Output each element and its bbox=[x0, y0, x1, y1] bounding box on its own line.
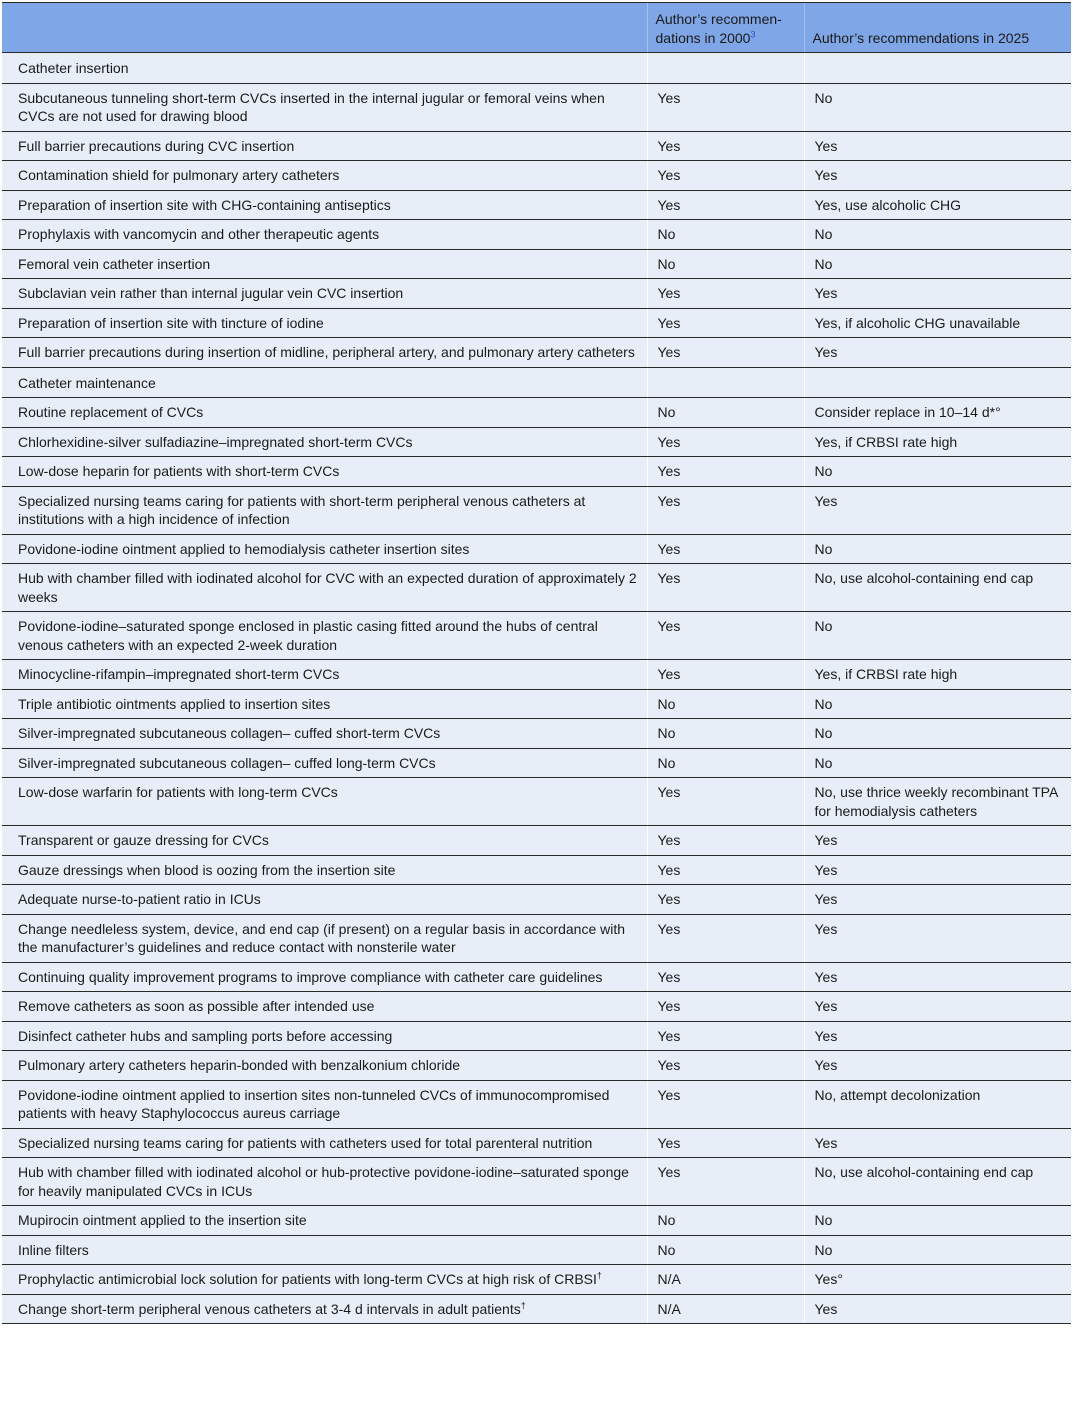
recommendation-2000: Yes bbox=[647, 486, 804, 534]
recommendation-2000: Yes bbox=[647, 83, 804, 131]
table-row bbox=[2, 719, 1071, 749]
recommendation-text: Continuing quality improvement programs to improve compliance with catheter care guidelines bbox=[18, 968, 603, 985]
recommendation-2000: Yes bbox=[647, 885, 804, 915]
recommendation-text: Triple antibiotic ointments applied to insertion sites bbox=[18, 695, 331, 712]
recommendation-cell bbox=[2, 534, 647, 564]
section-empty-cell bbox=[804, 367, 1071, 398]
table-row bbox=[2, 885, 1071, 915]
recommendation-2000: Yes bbox=[647, 612, 804, 660]
recommendation-text: Preparation of insertion site with tincture of iodine bbox=[18, 314, 324, 331]
recommendation-text: Low-dose warfarin for patients with long-term CVCs bbox=[18, 784, 338, 800]
recommendation-2000: No bbox=[647, 748, 804, 778]
recommendation-2025: Yes bbox=[804, 1294, 1071, 1324]
section-empty-cell bbox=[647, 53, 804, 84]
recommendation-cell bbox=[2, 1128, 647, 1158]
recommendation-text: Specialized nursing teams caring for patients with catheters used for total parenteral nutrition bbox=[18, 1134, 593, 1151]
table-row bbox=[2, 1294, 1071, 1324]
recommendation-cell bbox=[2, 398, 647, 428]
recommendation-text: Change needleless system, device, and end cap (if present) on a regular basis in accordance with the manufacturer’s guidelines and reduce contact with nonsterile water bbox=[18, 920, 626, 955]
table-row bbox=[2, 534, 1071, 564]
recommendation-cell bbox=[2, 719, 647, 749]
recommendation-2000: No bbox=[647, 689, 804, 719]
reference-link[interactable]: 3 bbox=[750, 28, 756, 39]
recommendations-table bbox=[2, 2, 1071, 1324]
recommendation-cell bbox=[2, 564, 647, 612]
header-2000-line1: Author’s recommen- bbox=[655, 11, 782, 27]
recommendation-2025: Yes bbox=[804, 131, 1071, 161]
recommendation-2025: No bbox=[804, 457, 1071, 487]
recommendation-2025: Yes bbox=[804, 279, 1071, 309]
recommendation-cell bbox=[2, 1265, 647, 1295]
recommendation-2000: Yes bbox=[647, 534, 804, 564]
table-row bbox=[2, 83, 1071, 131]
recommendation-2025: Yes° bbox=[804, 1265, 1071, 1295]
recommendation-2025: Yes bbox=[804, 992, 1071, 1022]
table-row bbox=[2, 914, 1071, 962]
section-empty-cell bbox=[804, 53, 1071, 84]
table-row bbox=[2, 962, 1071, 992]
recommendation-2000: Yes bbox=[647, 161, 804, 191]
recommendation-2025: Yes bbox=[804, 1128, 1071, 1158]
header-2025: Author’s recommendations in 2025 bbox=[804, 3, 1071, 53]
recommendation-cell bbox=[2, 962, 647, 992]
header-2000-line2: dations in 2000 bbox=[655, 29, 751, 46]
recommendation-text: Adequate nurse-to-patient ratio in ICUs bbox=[18, 891, 261, 907]
recommendation-2025: No bbox=[804, 249, 1071, 279]
recommendation-2025: No, use alcohol-containing end cap bbox=[804, 564, 1071, 612]
recommendation-2025: No bbox=[804, 612, 1071, 660]
recommendation-text: Hub with chamber filled with iodinated alcohol or hub-protective povidone-iodine–saturated sponge for heavily manipulated CVCs in ICUs bbox=[18, 1164, 629, 1199]
recommendation-2025: Yes bbox=[804, 1021, 1071, 1051]
table-row bbox=[2, 1128, 1071, 1158]
table-row bbox=[2, 249, 1071, 279]
table-row bbox=[2, 748, 1071, 778]
recommendation-2000: Yes bbox=[647, 1128, 804, 1158]
section-title: Catheter maintenance bbox=[2, 367, 647, 398]
recommendation-cell bbox=[2, 190, 647, 220]
recommendation-2000: Yes bbox=[647, 131, 804, 161]
recommendation-cell bbox=[2, 855, 647, 885]
table-row bbox=[2, 1235, 1071, 1265]
table-row bbox=[2, 279, 1071, 309]
recommendation-text: Hub with chamber filled with iodinated alcohol for CVC with an expected duration of approximately 2 weeks bbox=[18, 570, 637, 605]
recommendation-2000: Yes bbox=[647, 338, 804, 368]
recommendation-cell bbox=[2, 279, 647, 309]
recommendation-2025: No bbox=[804, 83, 1071, 131]
recommendation-cell bbox=[2, 220, 647, 250]
table-row bbox=[2, 660, 1071, 690]
recommendation-cell bbox=[2, 660, 647, 690]
recommendation-cell bbox=[2, 612, 647, 660]
recommendation-2025: No bbox=[804, 748, 1071, 778]
table-row bbox=[2, 220, 1071, 250]
table-row bbox=[2, 1265, 1071, 1295]
recommendation-2000: No bbox=[647, 220, 804, 250]
recommendation-2000: Yes bbox=[647, 190, 804, 220]
recommendation-2025: Yes bbox=[804, 1051, 1071, 1081]
recommendation-2000: Yes bbox=[647, 308, 804, 338]
recommendation-2025: Yes bbox=[804, 855, 1071, 885]
recommendation-text: Specialized nursing teams caring for patients with short-term peripheral venous catheters at institutions with a high incidence of infection bbox=[18, 492, 586, 527]
header-2000 bbox=[647, 3, 804, 53]
recommendation-text: Prophylactic antimicrobial lock solution for patients with long-term CVCs at high risk of CRBSI bbox=[18, 1271, 597, 1287]
recommendation-cell bbox=[2, 778, 647, 826]
recommendation-2000: Yes bbox=[647, 1021, 804, 1051]
recommendation-cell bbox=[2, 885, 647, 915]
recommendation-2025: Yes, if alcoholic CHG unavailable bbox=[804, 308, 1071, 338]
footnote-marker: † bbox=[520, 1299, 526, 1310]
recommendation-cell bbox=[2, 457, 647, 487]
recommendation-cell bbox=[2, 486, 647, 534]
recommendation-text: Chlorhexidine-silver sulfadiazine–impregnated short-term CVCs bbox=[18, 433, 413, 450]
recommendation-cell bbox=[2, 83, 647, 131]
table-row bbox=[2, 1158, 1071, 1206]
section-row bbox=[2, 367, 1071, 398]
recommendation-cell bbox=[2, 131, 647, 161]
recommendation-cell bbox=[2, 161, 647, 191]
recommendation-text: Silver-impregnated subcutaneous collagen– cuffed short-term CVCs bbox=[18, 725, 441, 741]
recommendation-cell bbox=[2, 1021, 647, 1051]
table-row bbox=[2, 826, 1071, 856]
recommendation-text: Prophylaxis with vancomycin and other therapeutic agents bbox=[18, 226, 380, 242]
recommendation-text: Full barrier precautions during insertion of midline, peripheral artery, and pulmonary artery catheters bbox=[18, 344, 635, 360]
recommendation-text: Gauze dressings when blood is oozing from the insertion site bbox=[18, 861, 396, 878]
recommendation-2000: Yes bbox=[647, 564, 804, 612]
recommendation-cell bbox=[2, 992, 647, 1022]
table-row bbox=[2, 564, 1071, 612]
recommendation-2000: Yes bbox=[647, 778, 804, 826]
recommendation-2025: No bbox=[804, 689, 1071, 719]
recommendation-text: Change short-term peripheral venous catheters at 3-4 d intervals in adult patients bbox=[18, 1300, 521, 1317]
recommendation-text: Silver-impregnated subcutaneous collagen– cuffed long-term CVCs bbox=[18, 754, 436, 771]
table-row bbox=[2, 338, 1071, 368]
recommendation-text: Inline filters bbox=[18, 1241, 89, 1258]
recommendation-2025: Yes bbox=[804, 914, 1071, 962]
recommendation-2000: No bbox=[647, 719, 804, 749]
recommendation-cell bbox=[2, 308, 647, 338]
recommendation-text: Femoral vein catheter insertion bbox=[18, 255, 211, 272]
table-row bbox=[2, 1080, 1071, 1128]
recommendation-text: Pulmonary artery catheters heparin-bonded with benzalkonium chloride bbox=[18, 1057, 461, 1073]
recommendation-2000: No bbox=[647, 1235, 804, 1265]
recommendation-2025: No, attempt decolonization bbox=[804, 1080, 1071, 1128]
recommendation-2000: Yes bbox=[647, 1051, 804, 1081]
recommendation-2025: No, use alcohol-containing end cap bbox=[804, 1158, 1071, 1206]
recommendation-cell bbox=[2, 249, 647, 279]
recommendation-cell bbox=[2, 338, 647, 368]
recommendation-cell bbox=[2, 1294, 647, 1324]
recommendation-2000: Yes bbox=[647, 660, 804, 690]
recommendation-cell bbox=[2, 1051, 647, 1081]
recommendation-2000: N/A bbox=[647, 1294, 804, 1324]
recommendation-2000: Yes bbox=[647, 279, 804, 309]
recommendation-2025: Yes bbox=[804, 826, 1071, 856]
recommendation-text: Povidone-iodine ointment applied to insertion sites non-tunneled CVCs of immunocompromised patients with heavy Staphylococcus aureus carriage bbox=[18, 1086, 610, 1121]
recommendation-2025: Yes, if CRBSI rate high bbox=[804, 427, 1071, 457]
recommendation-2025: No bbox=[804, 719, 1071, 749]
recommendation-cell bbox=[2, 826, 647, 856]
recommendation-2000: Yes bbox=[647, 457, 804, 487]
recommendation-text: Preparation of insertion site with CHG-containing antiseptics bbox=[18, 196, 391, 213]
table-row bbox=[2, 1021, 1071, 1051]
section-empty-cell bbox=[647, 367, 804, 398]
recommendation-2025: Yes, use alcoholic CHG bbox=[804, 190, 1071, 220]
recommendation-2025: Yes bbox=[804, 338, 1071, 368]
recommendation-2025: Yes bbox=[804, 962, 1071, 992]
header-item bbox=[2, 3, 647, 53]
recommendation-text: Routine replacement of CVCs bbox=[18, 404, 204, 420]
recommendation-text: Subclavian vein rather than internal jugular vein CVC insertion bbox=[18, 285, 404, 301]
recommendation-2025: No, use thrice weekly recombinant TPA for hemodialysis catheters bbox=[804, 778, 1071, 826]
recommendation-text: Full barrier precautions during CVC insertion bbox=[18, 137, 295, 154]
table-row bbox=[2, 689, 1071, 719]
recommendation-2025: Yes, if CRBSI rate high bbox=[804, 660, 1071, 690]
recommendation-text: Subcutaneous tunneling short-term CVCs inserted in the internal jugular or femoral veins when CVCs are not used for drawing blood bbox=[18, 89, 605, 124]
recommendation-cell bbox=[2, 1235, 647, 1265]
recommendation-cell bbox=[2, 1158, 647, 1206]
recommendation-2025: Yes bbox=[804, 161, 1071, 191]
table-row bbox=[2, 457, 1071, 487]
recommendation-text: Minocycline-rifampin–impregnated short-term CVCs bbox=[18, 666, 340, 682]
recommendation-text: Disinfect catheter hubs and sampling ports before accessing bbox=[18, 1027, 393, 1044]
recommendation-2025: No bbox=[804, 534, 1071, 564]
table-row bbox=[2, 131, 1071, 161]
table-row bbox=[2, 612, 1071, 660]
recommendation-2025: No bbox=[804, 1235, 1071, 1265]
recommendation-text: Transparent or gauze dressing for CVCs bbox=[18, 832, 269, 848]
recommendation-text: Povidone-iodine–saturated sponge enclosed in plastic casing fitted around the hubs of central venous catheters with an expected 2-week duration bbox=[18, 618, 598, 653]
recommendation-text: Remove catheters as soon as possible after intended use bbox=[18, 998, 375, 1014]
recommendation-2025: No bbox=[804, 1206, 1071, 1236]
table-row bbox=[2, 1206, 1071, 1236]
recommendation-2000: N/A bbox=[647, 1265, 804, 1295]
recommendation-text: Low-dose heparin for patients with short-term CVCs bbox=[18, 463, 340, 479]
recommendation-cell bbox=[2, 1206, 647, 1236]
table-row bbox=[2, 855, 1071, 885]
recommendation-cell bbox=[2, 689, 647, 719]
recommendation-2025: No bbox=[804, 220, 1071, 250]
recommendation-2000: No bbox=[647, 1206, 804, 1236]
recommendation-cell bbox=[2, 748, 647, 778]
recommendation-2000: Yes bbox=[647, 1158, 804, 1206]
table-row bbox=[2, 486, 1071, 534]
recommendation-text: Contamination shield for pulmonary artery catheters bbox=[18, 167, 340, 183]
recommendation-text: Mupirocin ointment applied to the insertion site bbox=[18, 1212, 307, 1228]
table-row bbox=[2, 778, 1071, 826]
recommendation-2000: Yes bbox=[647, 826, 804, 856]
table-row bbox=[2, 308, 1071, 338]
table-row bbox=[2, 398, 1071, 428]
table-row bbox=[2, 992, 1071, 1022]
table-header-row bbox=[2, 3, 1071, 53]
recommendation-2000: Yes bbox=[647, 427, 804, 457]
table-row bbox=[2, 1051, 1071, 1081]
recommendation-2000: Yes bbox=[647, 855, 804, 885]
recommendation-2000: Yes bbox=[647, 992, 804, 1022]
recommendation-2000: Yes bbox=[647, 1080, 804, 1128]
recommendation-text: Povidone-iodine ointment applied to hemodialysis catheter insertion sites bbox=[18, 540, 470, 557]
section-title: Catheter insertion bbox=[2, 53, 647, 84]
recommendation-2000: No bbox=[647, 249, 804, 279]
recommendation-2025: Yes bbox=[804, 885, 1071, 915]
table-row bbox=[2, 190, 1071, 220]
recommendation-2000: Yes bbox=[647, 914, 804, 962]
recommendation-2025: Yes bbox=[804, 486, 1071, 534]
recommendation-cell bbox=[2, 427, 647, 457]
section-row bbox=[2, 53, 1071, 84]
recommendation-2000: Yes bbox=[647, 962, 804, 992]
table-row bbox=[2, 427, 1071, 457]
table-body bbox=[2, 53, 1071, 1324]
recommendation-cell bbox=[2, 914, 647, 962]
footnote-marker: † bbox=[596, 1270, 602, 1281]
recommendation-2000: No bbox=[647, 398, 804, 428]
table-row bbox=[2, 161, 1071, 191]
recommendation-2025: Consider replace in 10–14 d*° bbox=[804, 398, 1071, 428]
recommendation-cell bbox=[2, 1080, 647, 1128]
